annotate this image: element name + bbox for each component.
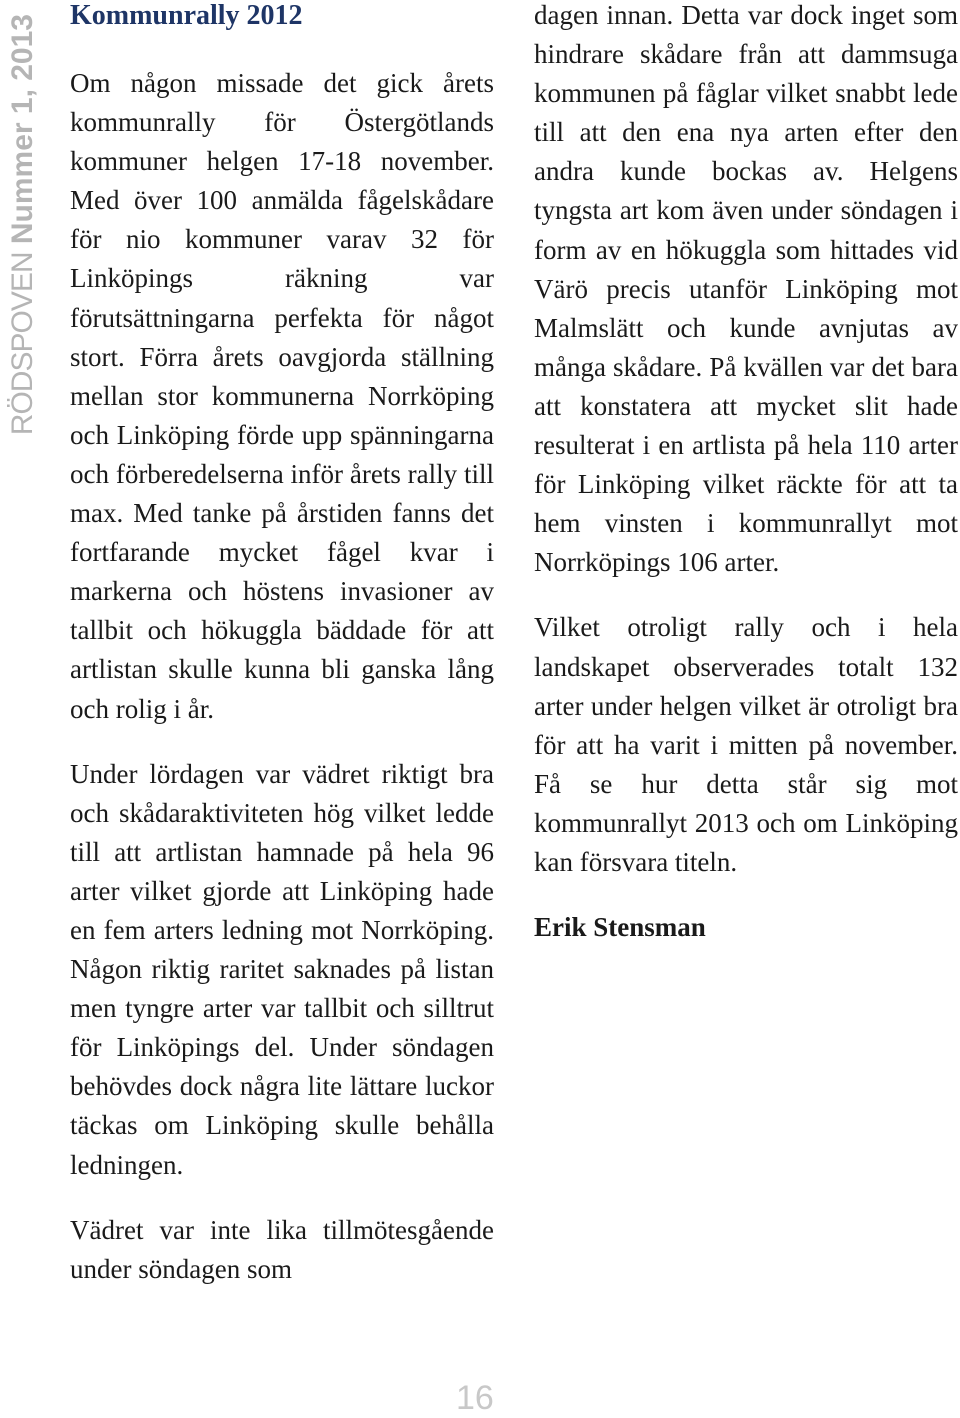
magazine-issue-label	[4, 14, 42, 484]
paragraph: Vädret var inte lika tillmötesgående under söndagen som	[70, 1214, 494, 1284]
magazine-name: RÖDSPOVEN	[6, 252, 39, 436]
author-signature: Erik Stensman	[534, 912, 706, 943]
article-title: Kommunrally 2012	[70, 0, 303, 31]
article-column-right	[534, 0, 958, 973]
article-column-left	[70, 64, 494, 1315]
paragraph: dagen innan. Detta var dock inget som hindrare skådare från att dammsuga kommunen på fåglar vilket snabbt lede till att den ena nya arten efter den andra kunde bockas av. Helgens tyngsta art kom även under söndagen i form av en hökuggla som hittades vid Värö precis utanför Linköping mot Malmslätt och kunde avnjutas av många skådare. På kvällen var det bara att konstatera att mycket slit hade resulterat i en artlista på hela 110 arter för Linköping vilket räckte för att ta hem vinsten i kommunrallyt mot Norrköpings 106 arter.	[534, 0, 958, 578]
paragraph: Under lördagen var vädret riktigt bra och skådaraktiviteten hög vilket ledde till att artlistan hamnade på hela 96 arter vilket gjorde att Linköping hade en fem arters ledning mot Norrköping. Någon riktig raritet saknades på listan men tyngre arter var tallbit och silltrut för Linköpings del. Under söndagen behövdes dock några lite lättare luckor täckas om Linköping skulle behålla ledningen.	[70, 758, 494, 1180]
magazine-sidebar	[4, 14, 42, 484]
issue-number: Nummer 1, 2013	[6, 14, 39, 245]
paragraph: Om någon missade det gick årets kommunrally för Östergötlands kommuner helgen 17-18 november. Med över 100 anmälda fågelskådare för nio kommuner varav 32 för Linköpings räkning var förutsättningarna perfekta för något stort. Förra årets oavgjorda ställning mellan stor kommunerna Norrköping och Linköping förde upp spänningarna och förberedelserna inför årets rally till max. Med tanke på årstiden fanns det fortfarande mycket fågel kvar i markerna och höstens invasioner av tallbit och hökuggla bäddade för att artlistan skulle kunna bli ganska lång och rolig i år.	[70, 68, 494, 724]
page-number: 16	[456, 1379, 494, 1417]
paragraph: Vilket otroligt rally och i hela landskapet observerades totalt 132 arter under helgen vilket är otroligt bra för att ha varit i mitten på november. Få se hur detta står sig mot kommunrallyt 2013 och om Linköping kan försvara titeln.	[534, 612, 958, 877]
